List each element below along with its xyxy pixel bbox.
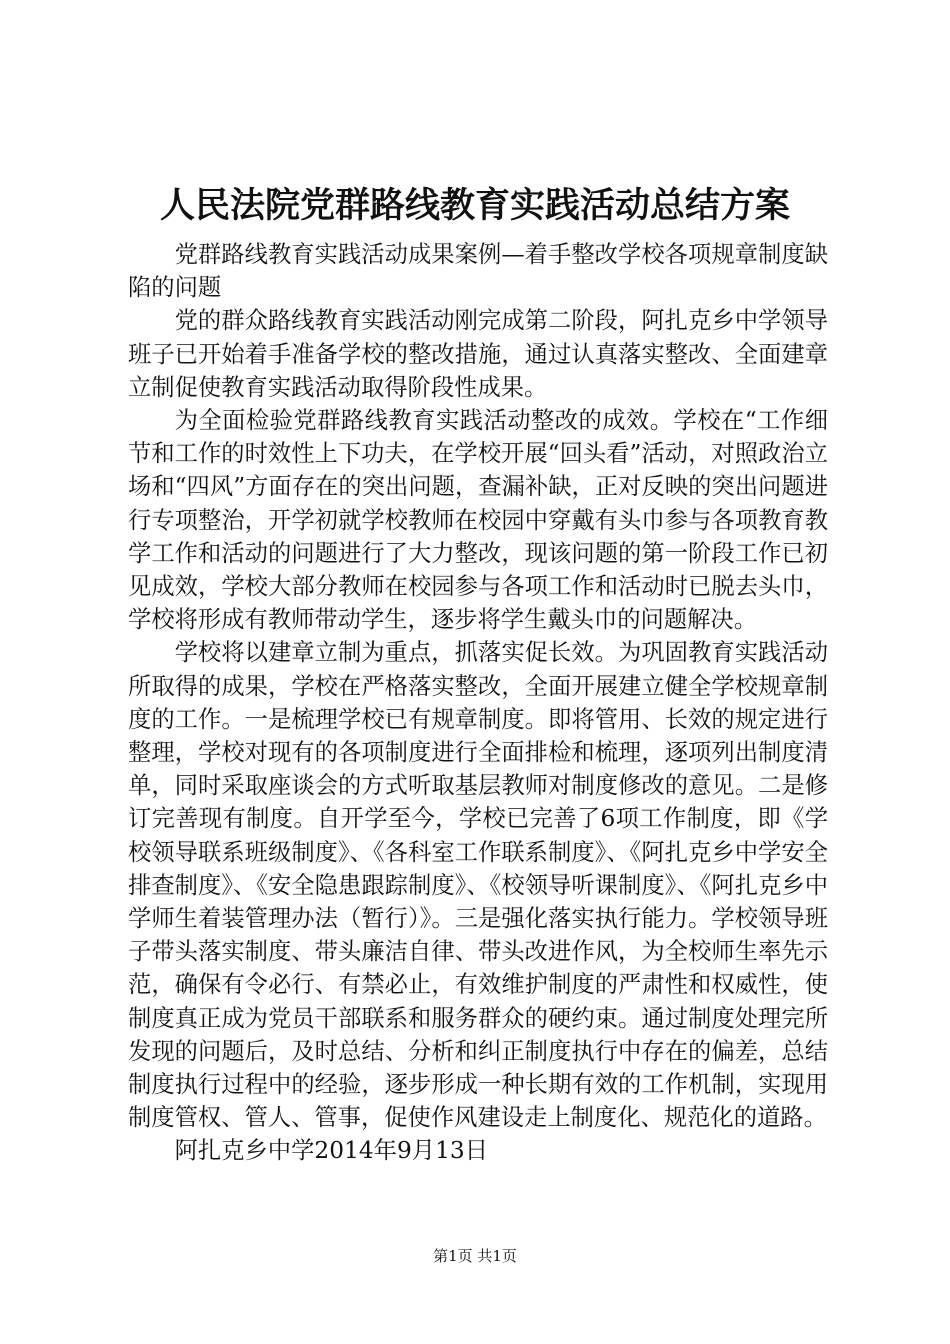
body-paragraph: 党的群众路线教育实践活动刚完成第二阶段，阿扎克乡中学领导班子已开始着手准备学校的整改措施，通过认真落实整改、全面建章立制促使教育实践活动取得阶段性成果。 — [128, 307, 828, 401]
signature-date: 阿扎克乡中学2014年9月13日 — [174, 1137, 489, 1165]
document-body — [128, 238, 828, 1168]
body-paragraph: 为全面检验党群路线教育实践活动整改的成效。学校在“工作细节和工作的时效性上下功夫，在学校开展“回头看”活动，对照政治立场和“四风”方面存在的突出问题，查漏补缺，正对反映的突出问题进行专项整治，开学初就学校教师在校园中穿戴有头巾参与各项教育教学工作和活动的问题进行了大力整改，现该问题的第一阶段工作已初见成效，学校大部分教师在校园参与各项工作和活动时已脱去头巾，学校将形成有教师带动学生，逐步将学生戴头巾的问题解决。 — [128, 407, 828, 634]
body-paragraph: 学校将以建章立制为重点，抓落实促长效。为巩固教育实践活动所取得的成果，学校在严格落实整改，全面开展建立健全学校规章制度的工作。一是梳理学校已有规章制度。即将管用、长效的规定进行整理，学校对现有的各项制度进行全面排检和梳理，逐项列出制度清单，同时采取座谈会的方式听取基层教师对制度修改的意见。二是修订完善现有制度。自开学至今，学校已完善了6项工作制度，即《学校领导联系班级制度》、《各科室工作联系制度》、《阿扎克乡中学安全排查制度》、《安全隐患跟踪制度》、《校领导听课制度》、《阿扎克乡中学师生着装管理办法（暂行）》。三是强化落实执行能力。学校领导班子带头落实制度、带头廉洁自律、带头改进作风，为全校师生率先示范，确保有令必行、有禁必止，有效维护制度的严肃性和权威性，使制度真正成为党员干部联系和服务群众的硬约束。通过制度处理完所发现的问题后，及时总结、分析和纠正制度执行中存在的偏差，总结制度执行过程中的经验，逐步形成一种长期有效的工作机制，实现用制度管权、管人、管事，促使作风建设走上制度化、规范化的道路。 — [128, 639, 828, 1132]
subtitle-paragraph: 党群路线教育实践活动成果案例—着手整改学校各项规章制度缺陷的问题 — [128, 241, 828, 302]
document-title: 人民法院党群路线教育实践活动总结方案 — [159, 185, 790, 226]
page-number-footer: 第1页 共1页 — [433, 1247, 517, 1265]
